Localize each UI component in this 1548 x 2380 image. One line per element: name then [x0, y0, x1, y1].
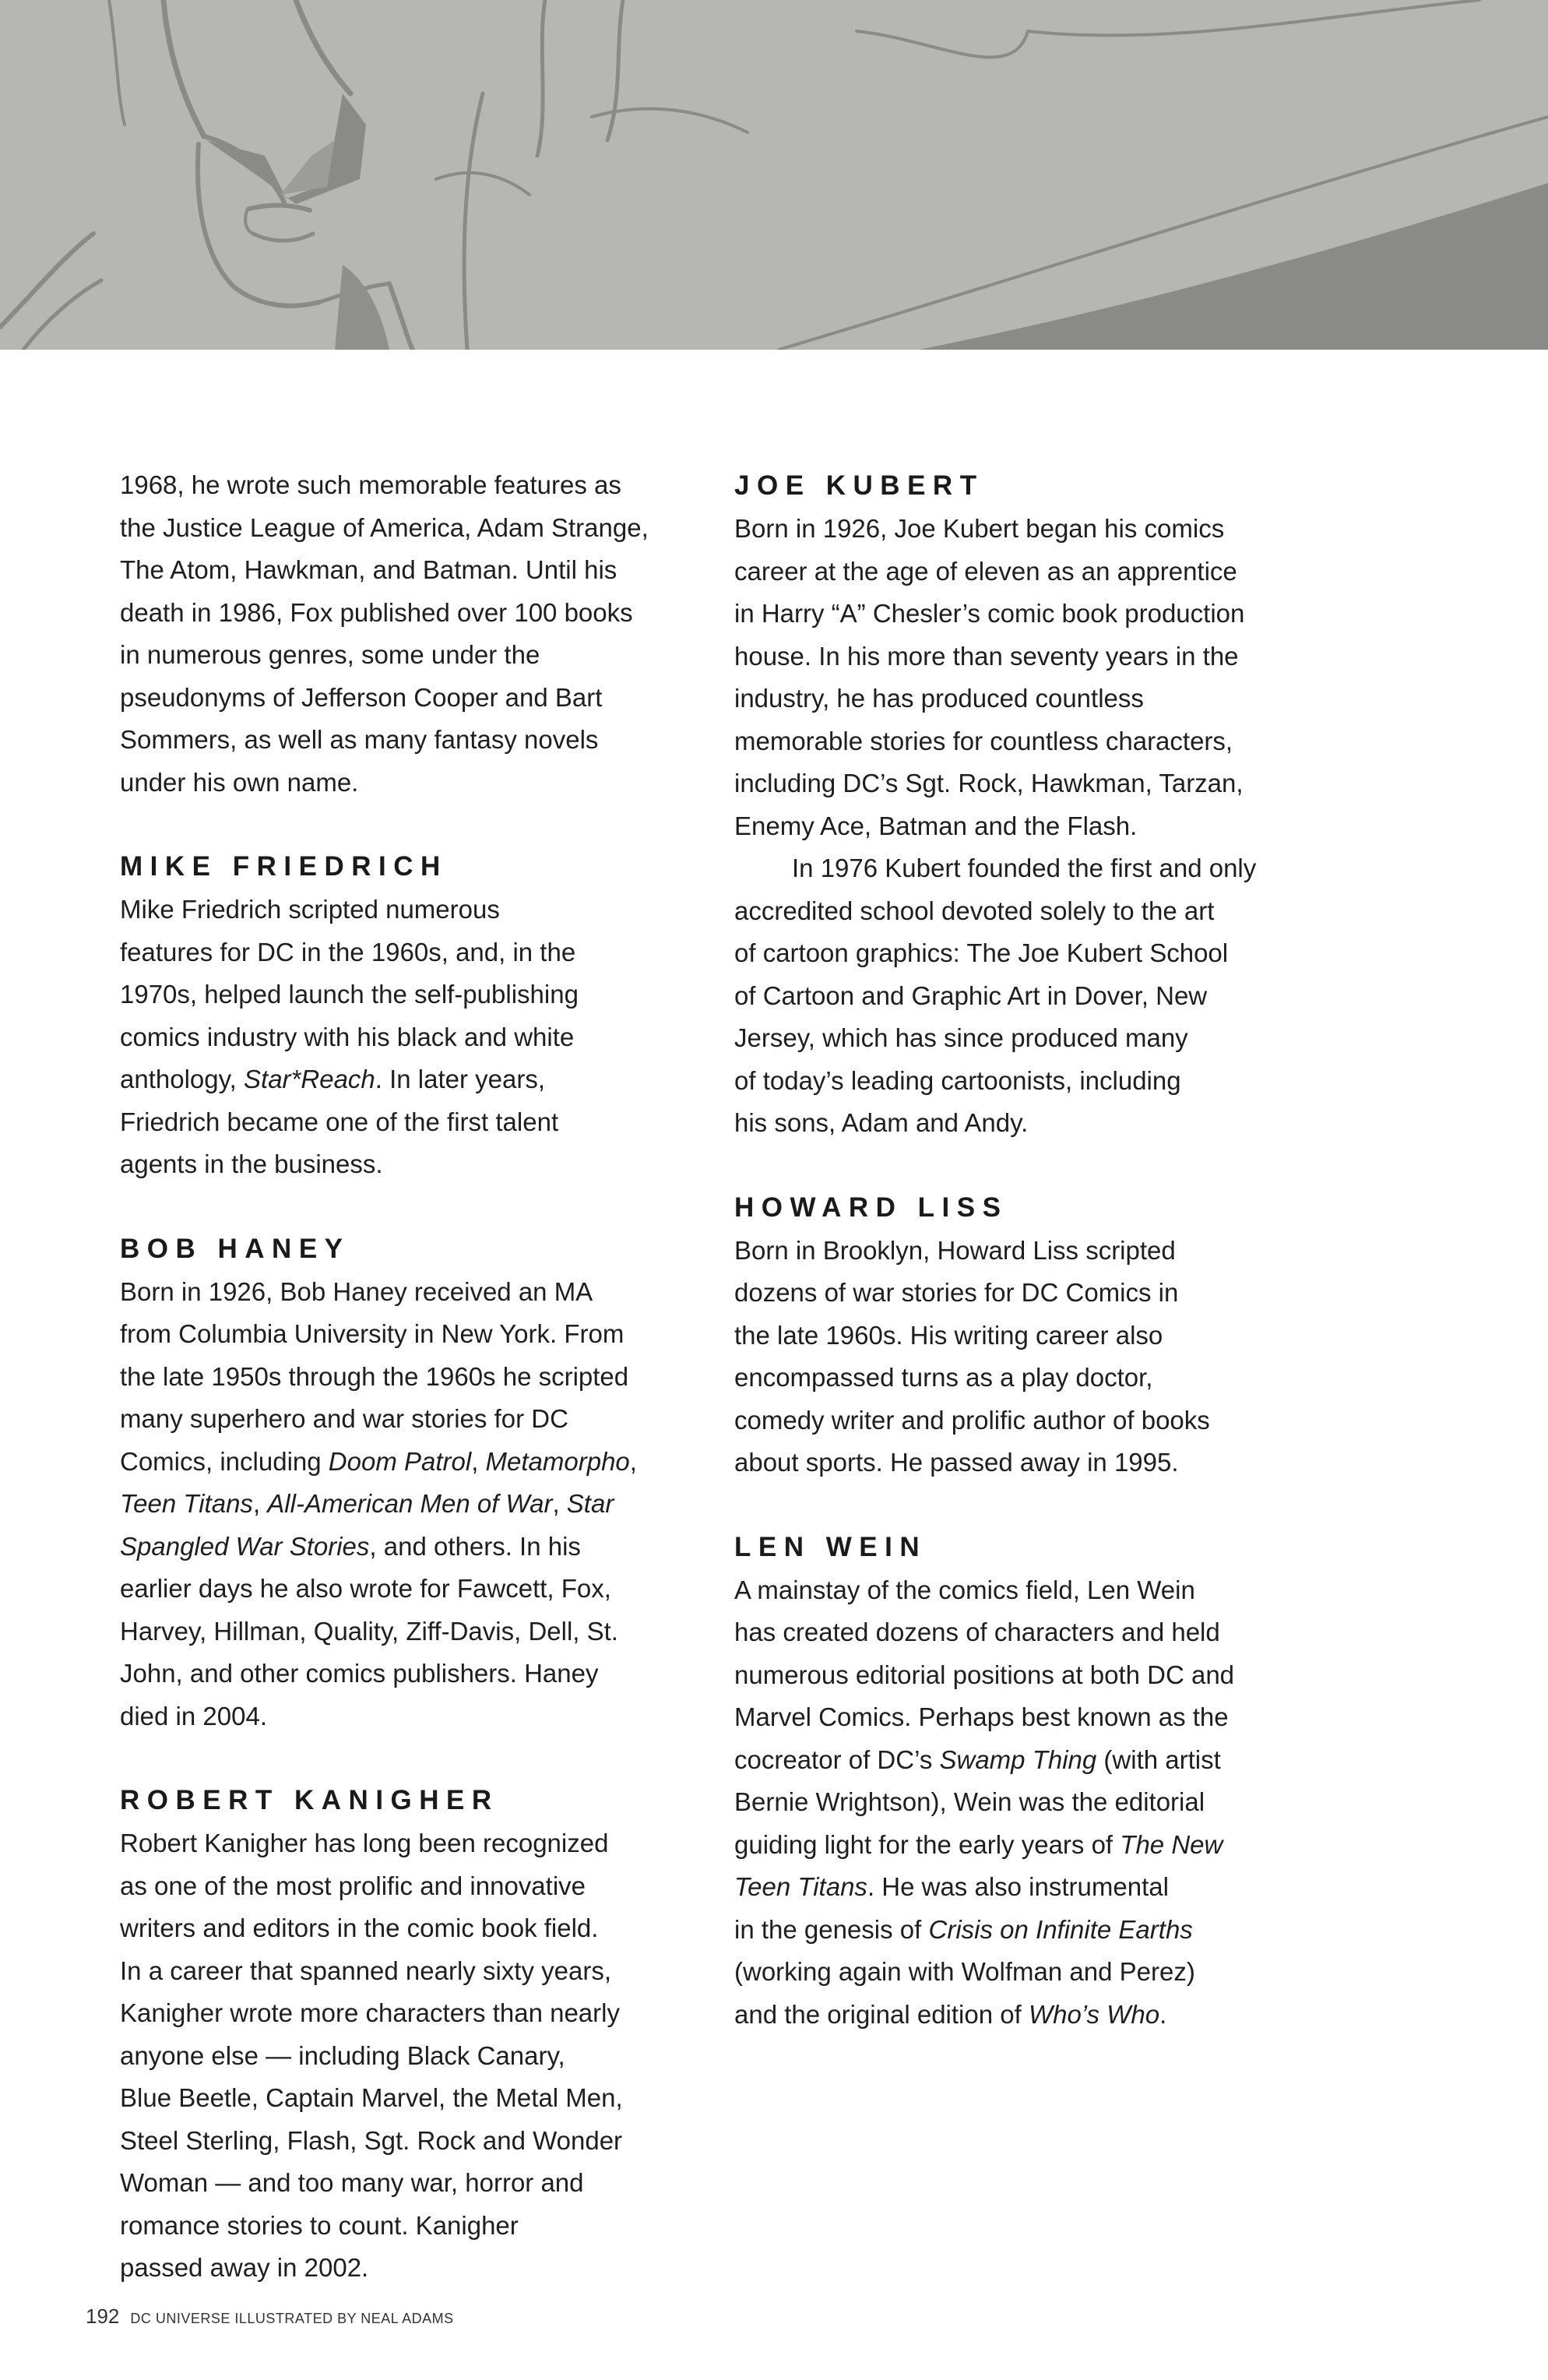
text-line: features for DC in the 1960s, and, in the	[120, 937, 576, 966]
text-line: writers and editors in the comic book field.	[120, 1914, 599, 1942]
text-line	[734, 1739, 1357, 1782]
text-line: the late 1960s. His writing career also	[734, 1320, 1163, 1350]
text-line: as one of the most prolific and innovative	[120, 1871, 586, 1900]
text-line: of cartoon graphics: The Joe Kubert School	[734, 938, 1229, 967]
text-run: ,	[252, 1489, 268, 1518]
text-line: John, and other comics publishers. Haney	[120, 1659, 599, 1688]
text-line: Sommers, as well as many fantasy novels	[120, 725, 599, 754]
text-line: industry, he has produced countless	[734, 684, 1144, 713]
text-line: Harvey, Hillman, Quality, Ziff-Davis, Dell, St.	[120, 1616, 618, 1646]
text-line: Jersey, which has since produced many	[734, 1023, 1188, 1052]
title-italic: Spangled War Stories	[120, 1531, 370, 1561]
text-line: Mike Friedrich scripted numerous	[120, 895, 500, 924]
title-italic: Teen Titans	[120, 1489, 253, 1518]
text-line: career at the age of eleven as an apprentice	[734, 556, 1237, 586]
text-line: romance stories to count. Kanigher	[120, 2210, 519, 2240]
text-line: many superhero and war stories for DC	[120, 1404, 568, 1433]
title-italic: The New	[1120, 1829, 1223, 1859]
text-line: In 1976 Kubert founded the first and only	[792, 854, 1257, 882]
text-line	[120, 1058, 712, 1101]
text-line: in Harry “A” Chesler’s comic book production	[734, 599, 1245, 628]
fox-bio-continuation	[120, 464, 712, 804]
text-run: ,	[471, 1446, 486, 1476]
text-line: including DC’s Sgt. Rock, Hawkman, Tarzan,	[734, 769, 1244, 797]
text-line	[120, 1526, 712, 1568]
text-run: . In later years,	[375, 1065, 546, 1093]
text-line: has created dozens of characters and held	[734, 1618, 1220, 1646]
text-line: numerous editorial positions at both DC and	[734, 1660, 1235, 1689]
text-line: his sons, Adam and Andy.	[734, 1108, 1029, 1137]
text-line: Woman — and too many war, horror and	[120, 2168, 584, 2197]
text-line: memorable stories for countless characters,	[734, 726, 1233, 755]
text-run: Comics, including	[120, 1446, 329, 1476]
title-italic: Star*Reach	[244, 1065, 375, 1093]
text-run: cocreator of DC’s	[734, 1745, 940, 1774]
text-line: Born in 1926, Bob Haney received an MA	[120, 1276, 593, 1306]
text-line	[734, 1994, 1357, 2037]
running-title: DC UNIVERSE ILLUSTRATED BY NEAL ADAMS	[130, 2311, 454, 2326]
batman-sketch-illustration	[0, 0, 1548, 350]
text-line	[734, 1866, 1357, 1909]
text-line: dozens of war stories for DC Comics in	[734, 1278, 1179, 1307]
right-column	[734, 464, 1357, 2036]
text-line: Enemy Ace, Batman and the Flash.	[734, 811, 1138, 840]
title-italic: All-American Men of War	[267, 1489, 553, 1518]
text-line: Born in Brooklyn, Howard Liss scripted	[734, 1235, 1176, 1265]
text-line: A mainstay of the comics field, Len Wein	[734, 1575, 1195, 1604]
text-run: . He was also instrumental	[867, 1872, 1169, 1901]
bio-len-wein	[734, 1526, 1357, 2037]
text-line: from Columbia University in New York. From	[120, 1319, 624, 1348]
text-line: Blue Beetle, Captain Marvel, the Metal Men,	[120, 2083, 623, 2112]
page-number: 192	[86, 2304, 120, 2328]
title-italic: Metamorpho	[485, 1446, 630, 1476]
title-italic: Swamp Thing	[939, 1745, 1097, 1774]
bio-robert-kanigher	[120, 1779, 712, 2290]
bio-joe-kubert	[734, 464, 1357, 1145]
text-line: comics industry with his black and white	[120, 1022, 575, 1051]
text-line: about sports. He passed away in 1995.	[734, 1448, 1179, 1477]
text-line: 1970s, helped launch the self-publishing	[120, 980, 579, 1009]
text-run: and the original edition of	[734, 1999, 1029, 2029]
text-line: agents in the business.	[120, 1150, 383, 1178]
text-run: guiding light for the early years of	[734, 1829, 1121, 1859]
left-column	[120, 464, 712, 2290]
bio-heading: BOB HANEY	[120, 1233, 350, 1264]
text-line: house. In his more than seventy years in the	[734, 641, 1239, 671]
text-line: pseudonyms of Jefferson Cooper and Bart	[120, 682, 603, 712]
text-line: the Justice League of America, Adam Strange,	[120, 512, 649, 542]
text-line: of today’s leading cartoonists, including	[734, 1065, 1181, 1095]
text-line	[120, 1483, 712, 1526]
text-line: in numerous genres, some under the	[120, 640, 540, 669]
text-line: earlier days he also wrote for Fawcett, Fox,	[120, 1574, 611, 1603]
text-run: anthology,	[120, 1065, 245, 1093]
text-line: Bernie Wrightson), Wein was the editorial	[734, 1787, 1205, 1816]
text-line: (working again with Wolfman and Perez)	[734, 1957, 1195, 1986]
text-line: the late 1950s through the 1960s he scripted	[120, 1361, 629, 1391]
text-line: Steel Sterling, Flash, Sgt. Rock and Wonder	[120, 2125, 623, 2155]
text-line: Kanigher wrote more characters than nearly	[120, 1998, 620, 2027]
title-italic: Teen Titans	[734, 1872, 867, 1901]
bio-bob-haney	[120, 1227, 712, 1738]
page-footer	[86, 2302, 454, 2332]
text-line: 1968, he wrote such memorable features as	[120, 470, 621, 499]
title-italic: Doom Patrol	[328, 1446, 472, 1476]
text-line	[734, 1824, 1357, 1867]
text-line: Born in 1926, Joe Kubert began his comics	[734, 514, 1225, 543]
text-line: Robert Kanigher has long been recognized	[120, 1829, 609, 1857]
text-run: in the genesis of	[734, 1914, 929, 1944]
text-run: , and others. In his	[369, 1531, 581, 1561]
text-run: (with artist	[1096, 1745, 1221, 1774]
text-line: accredited school devoted solely to the art	[734, 896, 1215, 925]
text-line: passed away in 2002.	[120, 2253, 369, 2282]
text-line: Friedrich became one of the first talent	[120, 1107, 559, 1136]
bio-howard-liss	[734, 1186, 1357, 1484]
bio-heading: JOE KUBERT	[734, 470, 984, 501]
title-italic: Crisis on Infinite Earths	[928, 1914, 1193, 1944]
text-line: comedy writer and prolific author of books	[734, 1405, 1210, 1435]
text-line: died in 2004.	[120, 1701, 267, 1730]
text-run: ,	[552, 1489, 567, 1518]
bio-heading: ROBERT KANIGHER	[120, 1785, 499, 1815]
text-run: .	[1159, 1999, 1167, 2029]
text-line: death in 1986, Fox published over 100 books	[120, 597, 633, 627]
bio-mike-friedrich	[120, 845, 712, 1186]
text-line: under his own name.	[120, 767, 359, 797]
bio-heading: LEN WEIN	[734, 1531, 927, 1562]
text-line	[120, 1441, 712, 1484]
text-line	[734, 1909, 1357, 1952]
text-line: Marvel Comics. Perhaps best known as the	[734, 1702, 1229, 1731]
title-italic: Who’s Who	[1028, 1999, 1160, 2029]
text-line: The Atom, Hawkman, and Batman. Until his	[120, 555, 617, 584]
bio-heading: HOWARD LISS	[734, 1192, 1008, 1223]
text-line: encompassed turns as a play doctor,	[734, 1363, 1153, 1392]
banner-illustration	[0, 0, 1548, 350]
text-run: ,	[629, 1446, 637, 1476]
text-line: anyone else — including Black Canary,	[120, 2040, 565, 2070]
text-line: In a career that spanned nearly sixty years,	[120, 1956, 611, 1985]
bio-heading: MIKE FRIEDRICH	[120, 851, 448, 882]
text-line: of Cartoon and Graphic Art in Dover, New	[734, 981, 1208, 1010]
title-italic: Star	[566, 1489, 614, 1518]
